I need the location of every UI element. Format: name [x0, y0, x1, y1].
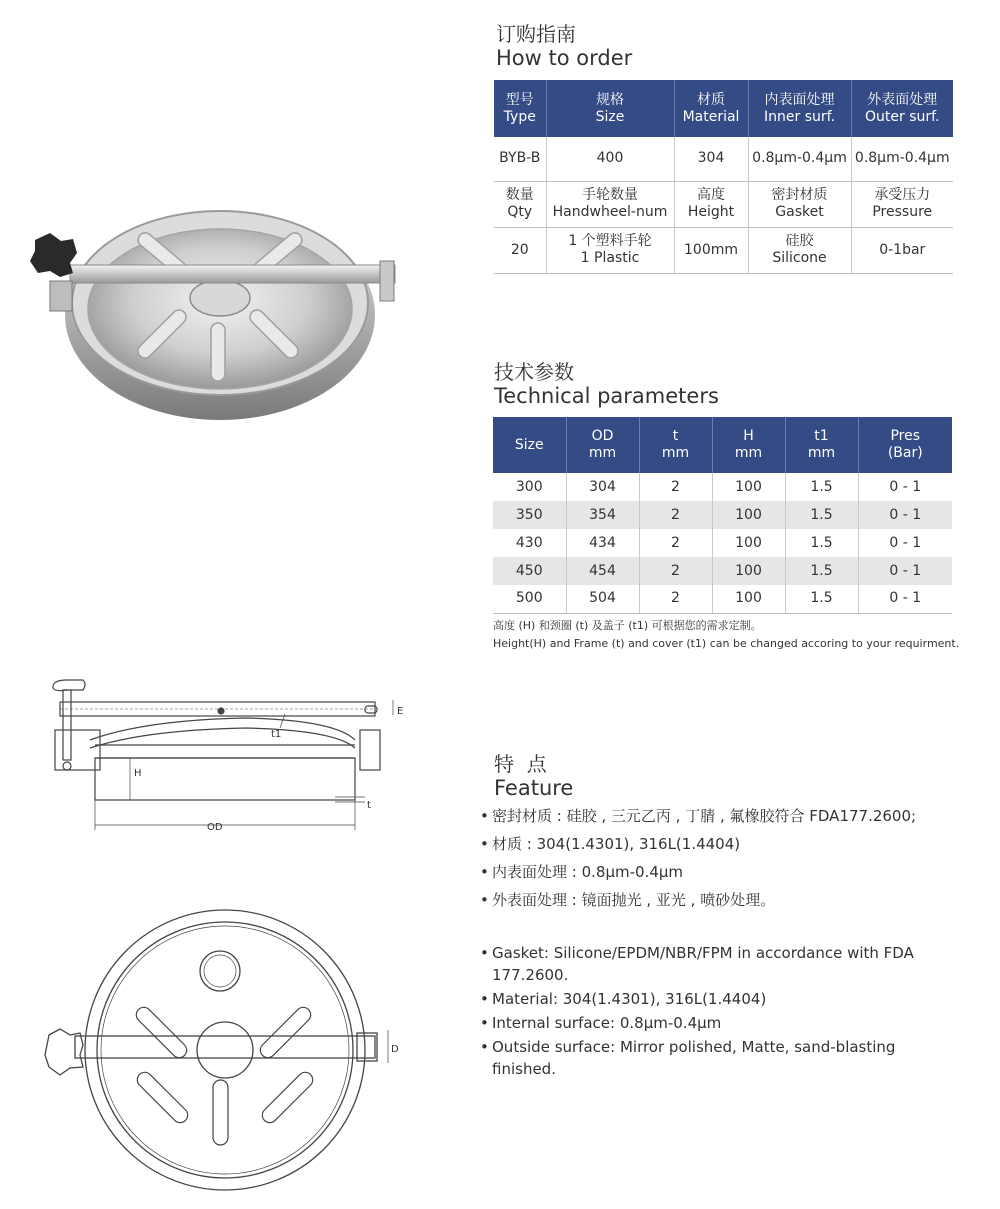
tech-cell: 1.5: [785, 529, 858, 557]
feature-item: 密封材质 : 硅胶 , 三元乙丙 , 丁腈 , 氟橡胶符合 FDA177.2600;: [492, 807, 917, 825]
feature-item: 外表面处理 : 镜面抛光 , 亚光 , 喷砂处理。: [492, 891, 776, 909]
tech-cell: 0 - 1: [858, 585, 952, 613]
tech-cell: 2: [639, 529, 712, 557]
order-cell-material: 304: [674, 137, 748, 181]
order-cell-gasket: 硅胶 Silicone: [748, 227, 851, 273]
order-cell-outer-surf: 0.8μm-0.4μm: [851, 137, 953, 181]
order-cell-pressure: 0-1bar: [851, 227, 953, 273]
table-row: [493, 557, 952, 585]
tech-cell: 1.5: [785, 557, 858, 585]
tech-cell: 1.5: [785, 501, 858, 529]
tech-cell: 2: [639, 585, 712, 613]
order-header-material: 材质 Material: [674, 80, 748, 137]
tech-cell: 2: [639, 473, 712, 501]
order-cell-inner-surf: 0.8μm-0.4μm: [748, 137, 851, 181]
list-item: [480, 1012, 940, 1034]
tech-header-size: Size: [493, 417, 566, 473]
order-header-qty: 数量 Qty: [494, 181, 546, 227]
tech-cell: 434: [566, 529, 639, 557]
bullet-icon: •: [480, 1014, 489, 1032]
bullet-icon: •: [480, 891, 489, 909]
order-header-pressure: 承受压力 Pressure: [851, 181, 953, 227]
tech-cell: 0 - 1: [858, 529, 952, 557]
label-od: OD: [207, 822, 223, 833]
tech-note-en: Height(H) and Frame (t) and cover (t1) can be changed accoring to your requirment.: [493, 637, 960, 650]
order-title-zh: 订购指南: [496, 22, 576, 46]
bullet-icon: •: [480, 1038, 489, 1056]
order-header-type: 型号 Type: [494, 80, 546, 137]
tech-cell: 2: [639, 557, 712, 585]
product-photo: [15, 185, 405, 445]
order-header-gasket: 密封材质 Gasket: [748, 181, 851, 227]
order-header-height: 高度 Height: [674, 181, 748, 227]
tech-header-od: OD mm: [566, 417, 639, 473]
tech-cell: 0 - 1: [858, 557, 952, 585]
tech-header-pres: Pres (Bar): [858, 417, 952, 473]
tech-cell: 0 - 1: [858, 501, 952, 529]
top-view-drawing: [35, 905, 415, 1205]
tech-cell: 350: [493, 501, 566, 529]
bullet-icon: •: [480, 807, 489, 825]
tech-cell: 450: [493, 557, 566, 585]
tech-cell: 454: [566, 557, 639, 585]
order-header-handwheel: 手轮数量 Handwheel-num: [546, 181, 674, 227]
list-item: [480, 942, 940, 986]
feature-item: 内表面处理 : 0.8μm-0.4μm: [492, 863, 684, 881]
order-cell-qty: 20: [494, 227, 546, 273]
feature-item: Outside surface: Mirror polished, Matte, sand-blasting finished.: [492, 1038, 896, 1078]
tech-cell: 100: [712, 557, 785, 585]
order-header-outer-surf: 外表面处理 Outer surf.: [851, 80, 953, 137]
table-row: [493, 585, 952, 613]
bullet-icon: •: [480, 835, 489, 853]
label-e: E: [397, 706, 404, 717]
list-item: [480, 805, 940, 827]
tech-cell: 100: [712, 529, 785, 557]
tech-cell: 0 - 1: [858, 473, 952, 501]
tech-cell: 100: [712, 585, 785, 613]
tech-title-zh: 技术参数: [494, 360, 574, 384]
feature-list-en: [480, 942, 940, 1080]
order-table: [494, 80, 953, 274]
tech-cell: 100: [712, 473, 785, 501]
order-cell-type: BYB-B: [494, 137, 546, 181]
tech-cell: 304: [566, 473, 639, 501]
tech-note-zh: 高度 (H) 和颈圈 (t) 及盖子 (t1) 可根据您的需求定制。: [493, 619, 762, 632]
table-row: [493, 529, 952, 557]
bullet-icon: •: [480, 990, 489, 1008]
feature-item: 材质 : 304(1.4301), 316L(1.4404): [492, 835, 741, 853]
table-row: [493, 473, 952, 501]
tech-header-t: t mm: [639, 417, 712, 473]
tech-cell: 300: [493, 473, 566, 501]
tech-cell: 504: [566, 585, 639, 613]
table-row: [493, 501, 952, 529]
tech-cell: 1.5: [785, 473, 858, 501]
feature-item: Internal surface: 0.8μm-0.4μm: [492, 1014, 722, 1032]
tech-cell: 430: [493, 529, 566, 557]
tech-header-t1: t1 mm: [785, 417, 858, 473]
feature-list-zh: [480, 805, 940, 911]
order-title-en: How to order: [496, 46, 633, 70]
list-item: [480, 861, 940, 883]
feature-title-zh: 特 点: [494, 752, 547, 776]
feature-item: Gasket: Silicone/EPDM/NBR/FPM in accordance with FDA 177.2600.: [492, 944, 914, 984]
list-item: [480, 889, 940, 911]
bullet-icon: •: [480, 944, 489, 962]
feature-title-en: Feature: [494, 776, 574, 800]
feature-item: Material: 304(1.4301), 316L(1.4404): [492, 990, 767, 1008]
tech-cell: 354: [566, 501, 639, 529]
tech-cell: 100: [712, 501, 785, 529]
list-item: [480, 988, 940, 1010]
list-item: [480, 1036, 940, 1080]
label-h: H: [134, 768, 142, 779]
order-header-inner-surf: 内表面处理 Inner surf.: [748, 80, 851, 137]
label-t1: t1: [271, 729, 282, 740]
order-header-size: 规格 Size: [546, 80, 674, 137]
order-cell-handwheel: 1 个塑料手轮 1 Plastic: [546, 227, 674, 273]
tech-header-h: H mm: [712, 417, 785, 473]
side-view-drawing: [35, 670, 415, 840]
bullet-icon: •: [480, 863, 489, 881]
order-cell-height: 100mm: [674, 227, 748, 273]
order-cell-size: 400: [546, 137, 674, 181]
label-d: D: [391, 1044, 399, 1055]
list-item: [480, 833, 940, 855]
tech-title-en: Technical parameters: [494, 384, 719, 408]
tech-cell: 500: [493, 585, 566, 613]
tech-cell: 2: [639, 501, 712, 529]
label-t: t: [367, 800, 371, 811]
tech-cell: 1.5: [785, 585, 858, 613]
tech-table: [493, 417, 952, 614]
